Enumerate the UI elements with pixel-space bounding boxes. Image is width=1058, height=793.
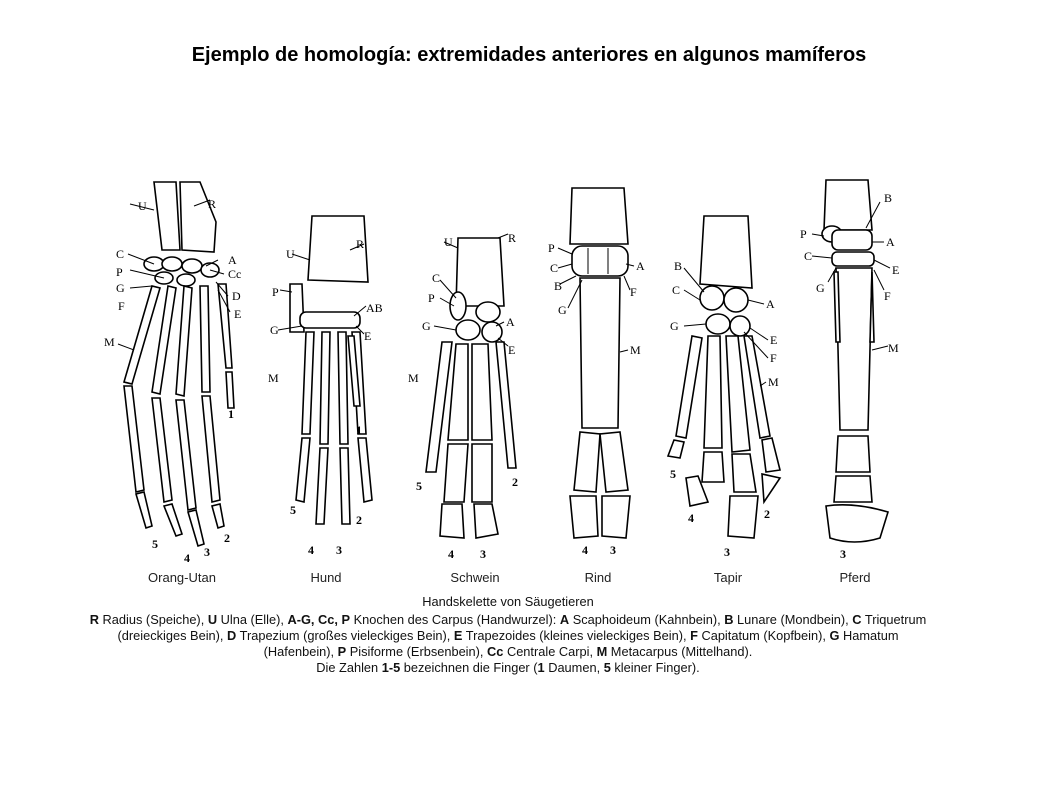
svg-text:F: F [770, 351, 777, 365]
legend-description: Pisiforme (Erbsenbein), [346, 644, 488, 659]
svg-text:C: C [672, 283, 681, 297]
note-prefix: Die Zahlen [316, 660, 382, 675]
svg-text:3: 3 [840, 547, 846, 561]
legend-description: Ulna (Elle), [217, 612, 288, 627]
note-one-text: Daumen, [544, 660, 604, 675]
svg-text:R: R [508, 231, 517, 245]
svg-text:G: G [558, 303, 567, 317]
svg-text:B: B [674, 259, 683, 273]
svg-text:D: D [232, 289, 241, 303]
legend-key: F [690, 628, 698, 643]
svg-text:C: C [804, 249, 813, 263]
svg-text:G: G [816, 281, 825, 295]
legend-key: D [227, 628, 237, 643]
svg-text:E: E [234, 307, 242, 321]
legend-description: Hamatum (Hafenbein), [263, 628, 899, 659]
legend-description: Trapezium (großes vieleckiges Bein), [236, 628, 454, 643]
legend-description: Radius (Speiche), [98, 612, 208, 627]
svg-text:R: R [356, 237, 365, 251]
svg-text:M: M [268, 371, 279, 385]
svg-text:G: G [116, 281, 125, 295]
svg-text:U: U [286, 247, 295, 261]
svg-text:4: 4 [448, 547, 454, 561]
svg-text:4: 4 [308, 543, 314, 557]
svg-text:2: 2 [356, 513, 362, 527]
svg-text:U: U [138, 199, 147, 213]
svg-text:E: E [364, 329, 372, 343]
orang-utan-skeleton [104, 182, 241, 565]
label-hund: Hund [310, 570, 342, 585]
legend-key: A-G, Cc, P [287, 612, 351, 627]
note-range: 1-5 [381, 660, 401, 675]
svg-text:C: C [432, 271, 441, 285]
svg-text:C: C [116, 247, 125, 261]
figure-legend [88, 612, 928, 660]
svg-text:3: 3 [724, 545, 730, 559]
note-mid: bezeichnen die Finger ( [400, 660, 538, 675]
svg-text:5: 5 [416, 479, 422, 493]
legend-key: P [337, 644, 347, 659]
svg-text:1: 1 [356, 423, 362, 437]
svg-text:B: B [884, 191, 893, 205]
svg-text:M: M [888, 341, 899, 355]
legend-key: Cc [487, 644, 504, 659]
note-five-text: kleiner Finger). [610, 660, 700, 675]
svg-text:U: U [444, 235, 453, 249]
label-schwein: Schwein [450, 570, 500, 585]
svg-text:5: 5 [290, 503, 296, 517]
svg-text:F: F [884, 289, 891, 303]
svg-text:5: 5 [670, 467, 676, 481]
pferd-skeleton [800, 180, 899, 561]
svg-text:P: P [800, 227, 807, 241]
svg-text:4: 4 [582, 543, 588, 557]
schwein-skeleton [408, 231, 518, 561]
svg-text:3: 3 [480, 547, 486, 561]
svg-text:2: 2 [224, 531, 230, 545]
svg-text:A: A [506, 315, 515, 329]
legend-key: E [453, 628, 463, 643]
legend-description: Scaphoideum (Kahnbein), [569, 612, 725, 627]
legend-description: Centrale Carpi, [503, 644, 597, 659]
svg-text:G: G [270, 323, 279, 337]
svg-text:M: M [104, 335, 115, 349]
note-five: 5 [603, 660, 611, 675]
svg-text:P: P [116, 265, 123, 279]
legend-key: U [207, 612, 218, 627]
svg-text:2: 2 [764, 507, 770, 521]
svg-text:M: M [408, 371, 419, 385]
legend-description: Capitatum (Kopfbein), [697, 628, 830, 643]
hund-skeleton [268, 216, 383, 557]
svg-text:A: A [636, 259, 645, 273]
tapir-skeleton [668, 216, 780, 559]
label-orang-utan: Orang-Utan [148, 570, 216, 585]
svg-text:4: 4 [688, 511, 694, 525]
svg-text:G: G [670, 319, 679, 333]
svg-text:C: C [550, 261, 559, 275]
legend-description: Triquetrum (dreieckiges Bein), [117, 612, 927, 643]
svg-text:3: 3 [610, 543, 616, 557]
svg-text:P: P [272, 285, 279, 299]
figure-note [88, 660, 928, 676]
svg-text:P: P [548, 241, 555, 255]
svg-text:M: M [768, 375, 779, 389]
forelimb-homology-figure [68, 172, 940, 680]
svg-text:Cc: Cc [228, 267, 242, 281]
slide-title: Ejemplo de homología: extremidades anteriores en algunos mamíferos [191, 44, 867, 66]
legend-description: Lunare (Mondbein), [733, 612, 853, 627]
legend-key: A [559, 612, 570, 627]
legend-description: Trapezoides (kleines vieleckiges Bein), [462, 628, 691, 643]
svg-text:E: E [770, 333, 778, 347]
legend-description: Knochen des Carpus (Handwurzel): [350, 612, 560, 627]
note-one: 1 [537, 660, 545, 675]
svg-text:F: F [118, 299, 125, 313]
label-pferd: Pferd [839, 570, 871, 585]
figure-heading: Handskelette von Säugetieren [422, 594, 594, 609]
legend-key: C [852, 612, 862, 627]
svg-text:M: M [630, 343, 641, 357]
svg-text:A: A [766, 297, 775, 311]
svg-text:E: E [508, 343, 516, 357]
svg-text:E: E [892, 263, 900, 277]
svg-text:B: B [554, 279, 563, 293]
svg-text:G: G [422, 319, 431, 333]
svg-text:4: 4 [184, 551, 190, 565]
svg-text:A: A [228, 253, 237, 267]
label-rind: Rind [584, 570, 612, 585]
legend-key: B [724, 612, 734, 627]
svg-text:3: 3 [204, 545, 210, 559]
svg-text:2: 2 [512, 475, 518, 489]
legend-key: M [596, 644, 608, 659]
svg-text:1: 1 [228, 407, 234, 421]
svg-text:F: F [630, 285, 637, 299]
svg-text:P: P [428, 291, 435, 305]
rind-skeleton [548, 188, 645, 557]
legend-key: G [829, 628, 840, 643]
label-tapir: Tapir [713, 570, 743, 585]
svg-text:A: A [886, 235, 895, 249]
svg-text:AB: AB [366, 301, 383, 315]
legend-description: Metacarpus (Mittelhand). [607, 644, 753, 659]
svg-text:R: R [208, 197, 217, 211]
svg-text:5: 5 [152, 537, 158, 551]
svg-text:3: 3 [336, 543, 342, 557]
legend-key: R [89, 612, 99, 627]
